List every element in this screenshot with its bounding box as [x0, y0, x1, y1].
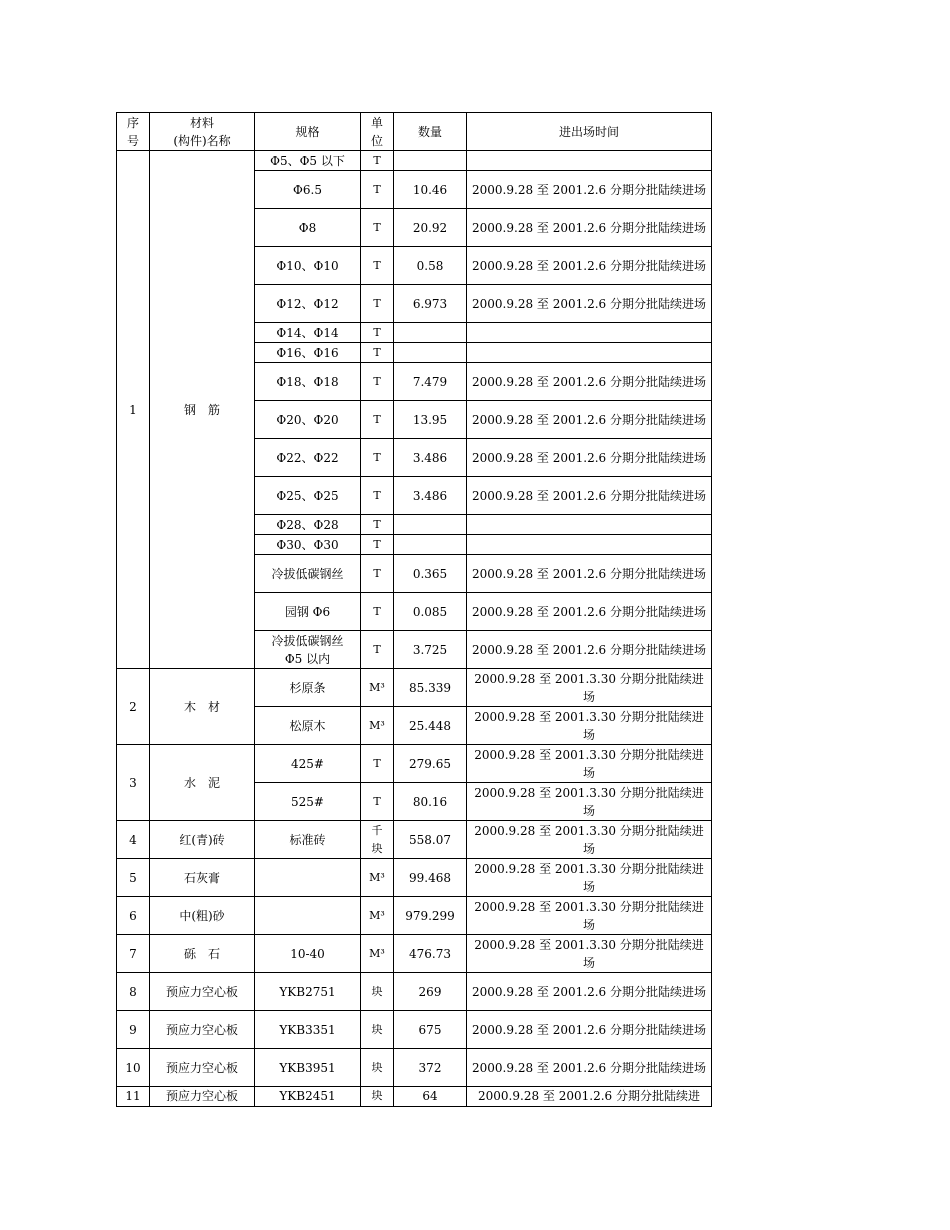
quantity-cell: 13.95 — [394, 401, 467, 439]
row-number: 8 — [117, 973, 150, 1011]
table-row — [117, 897, 712, 935]
unit-cell: T — [361, 631, 394, 669]
row-number: 9 — [117, 1011, 150, 1049]
material-name: 水 泥 — [150, 745, 255, 821]
quantity-cell: 0.365 — [394, 555, 467, 593]
table-row — [117, 1011, 712, 1049]
entry-time-cell: 2000.9.28 至 2001.3.30 分期分批陆续进场 — [467, 745, 712, 783]
entry-time-cell: 2000.9.28 至 2001.3.30 分期分批陆续进场 — [467, 821, 712, 859]
spec-cell: Φ6.5 — [255, 171, 361, 209]
unit-cell: M³ — [361, 935, 394, 973]
quantity-cell — [394, 515, 467, 535]
quantity-cell: 675 — [394, 1011, 467, 1049]
spec-cell: Φ18、Φ18 — [255, 363, 361, 401]
quantity-cell — [394, 323, 467, 343]
header-spec: 规格 — [255, 113, 361, 151]
material-name: 砾 石 — [150, 935, 255, 973]
entry-time-cell — [467, 323, 712, 343]
header-no: 序 号 — [117, 113, 150, 151]
entry-time-cell — [467, 151, 712, 171]
spec-cell: Φ16、Φ16 — [255, 343, 361, 363]
spec-cell: 冷拔低碳钢丝 — [255, 555, 361, 593]
unit-cell: T — [361, 477, 394, 515]
unit-cell: 块 — [361, 1087, 394, 1107]
unit-cell: 千 块 — [361, 821, 394, 859]
spec-cell: Φ25、Φ25 — [255, 477, 361, 515]
quantity-cell: 269 — [394, 973, 467, 1011]
quantity-cell: 20.92 — [394, 209, 467, 247]
spec-cell: Φ10、Φ10 — [255, 247, 361, 285]
spec-cell: 10-40 — [255, 935, 361, 973]
row-number: 5 — [117, 859, 150, 897]
spec-cell: Φ5、Φ5 以下 — [255, 151, 361, 171]
row-number: 1 — [117, 151, 150, 669]
row-number: 10 — [117, 1049, 150, 1087]
unit-cell: T — [361, 745, 394, 783]
entry-time-cell: 2000.9.28 至 2001.3.30 分期分批陆续进场 — [467, 707, 712, 745]
entry-time-cell: 2000.9.28 至 2001.3.30 分期分批陆续进场 — [467, 859, 712, 897]
unit-cell: M³ — [361, 859, 394, 897]
unit-cell: 块 — [361, 973, 394, 1011]
quantity-cell: 3.725 — [394, 631, 467, 669]
entry-time-cell: 2000.9.28 至 2001.2.6 分期分批陆续进场 — [467, 477, 712, 515]
table-row — [117, 821, 712, 859]
quantity-cell: 7.479 — [394, 363, 467, 401]
entry-time-cell: 2000.9.28 至 2001.3.30 分期分批陆续进场 — [467, 783, 712, 821]
material-name: 石灰膏 — [150, 859, 255, 897]
unit-cell: T — [361, 439, 394, 477]
entry-time-cell: 2000.9.28 至 2001.2.6 分期分批陆续进场 — [467, 631, 712, 669]
spec-cell: Φ8 — [255, 209, 361, 247]
spec-cell: Φ14、Φ14 — [255, 323, 361, 343]
header-time: 进出场时间 — [467, 113, 712, 151]
entry-time-cell: 2000.9.28 至 2001.2.6 分期分批陆续进 — [467, 1087, 712, 1107]
quantity-cell — [394, 535, 467, 555]
spec-cell: Φ20、Φ20 — [255, 401, 361, 439]
entry-time-cell: 2000.9.28 至 2001.2.6 分期分批陆续进场 — [467, 593, 712, 631]
quantity-cell: 0.085 — [394, 593, 467, 631]
unit-cell: M³ — [361, 707, 394, 745]
quantity-cell: 3.486 — [394, 439, 467, 477]
quantity-cell: 10.46 — [394, 171, 467, 209]
quantity-cell: 372 — [394, 1049, 467, 1087]
entry-time-cell: 2000.9.28 至 2001.3.30 分期分批陆续进场 — [467, 935, 712, 973]
entry-time-cell: 2000.9.28 至 2001.2.6 分期分批陆续进场 — [467, 1011, 712, 1049]
spec-cell: Φ30、Φ30 — [255, 535, 361, 555]
entry-time-cell: 2000.9.28 至 2001.2.6 分期分批陆续进场 — [467, 247, 712, 285]
spec-cell: YKB3951 — [255, 1049, 361, 1087]
spec-cell: Φ28、Φ28 — [255, 515, 361, 535]
entry-time-cell: 2000.9.28 至 2001.2.6 分期分批陆续进场 — [467, 363, 712, 401]
header-qty: 数量 — [394, 113, 467, 151]
unit-cell: T — [361, 783, 394, 821]
material-name: 木 材 — [150, 669, 255, 745]
material-name: 预应力空心板 — [150, 1049, 255, 1087]
entry-time-cell: 2000.9.28 至 2001.3.30 分期分批陆续进场 — [467, 669, 712, 707]
entry-time-cell — [467, 515, 712, 535]
row-number: 6 — [117, 897, 150, 935]
spec-cell: 425# — [255, 745, 361, 783]
unit-cell: T — [361, 593, 394, 631]
quantity-cell: 558.07 — [394, 821, 467, 859]
row-number: 4 — [117, 821, 150, 859]
material-name: 红(青)砖 — [150, 821, 255, 859]
spec-cell: 冷拔低碳钢丝 Φ5 以内 — [255, 631, 361, 669]
spec-cell — [255, 859, 361, 897]
table-row — [117, 1087, 712, 1107]
spec-cell: Φ22、Φ22 — [255, 439, 361, 477]
table-row — [117, 935, 712, 973]
unit-cell: M³ — [361, 669, 394, 707]
table-row — [117, 859, 712, 897]
entry-time-cell: 2000.9.28 至 2001.2.6 分期分批陆续进场 — [467, 973, 712, 1011]
unit-cell: 块 — [361, 1049, 394, 1087]
table-row — [117, 745, 712, 783]
unit-cell: T — [361, 171, 394, 209]
header-name: 材料 (构件)名称 — [150, 113, 255, 151]
entry-time-cell: 2000.9.28 至 2001.2.6 分期分批陆续进场 — [467, 171, 712, 209]
quantity-cell: 979.299 — [394, 897, 467, 935]
quantity-cell: 279.65 — [394, 745, 467, 783]
material-name: 钢 筋 — [150, 151, 255, 669]
unit-cell: T — [361, 401, 394, 439]
row-number: 3 — [117, 745, 150, 821]
unit-cell: T — [361, 151, 394, 171]
table-row — [117, 669, 712, 707]
unit-cell: 块 — [361, 1011, 394, 1049]
spec-cell: YKB2751 — [255, 973, 361, 1011]
entry-time-cell: 2000.9.28 至 2001.3.30 分期分批陆续进场 — [467, 897, 712, 935]
unit-cell: T — [361, 555, 394, 593]
quantity-cell: 64 — [394, 1087, 467, 1107]
unit-cell: T — [361, 285, 394, 323]
spec-cell — [255, 897, 361, 935]
unit-cell: M³ — [361, 897, 394, 935]
spec-cell: 松原木 — [255, 707, 361, 745]
spec-cell: 525# — [255, 783, 361, 821]
unit-cell: T — [361, 209, 394, 247]
header-row — [117, 113, 712, 151]
unit-cell: T — [361, 535, 394, 555]
spec-cell: Φ12、Φ12 — [255, 285, 361, 323]
quantity-cell: 476.73 — [394, 935, 467, 973]
table-row — [117, 151, 712, 171]
quantity-cell: 6.973 — [394, 285, 467, 323]
spec-cell: 标准砖 — [255, 821, 361, 859]
unit-cell: T — [361, 363, 394, 401]
spec-cell: YKB2451 — [255, 1087, 361, 1107]
spec-cell: 园钢 Φ6 — [255, 593, 361, 631]
entry-time-cell: 2000.9.28 至 2001.2.6 分期分批陆续进场 — [467, 401, 712, 439]
quantity-cell — [394, 343, 467, 363]
material-name: 预应力空心板 — [150, 973, 255, 1011]
quantity-cell: 85.339 — [394, 669, 467, 707]
table-row — [117, 973, 712, 1011]
entry-time-cell — [467, 343, 712, 363]
header-unit: 单 位 — [361, 113, 394, 151]
entry-time-cell: 2000.9.28 至 2001.2.6 分期分批陆续进场 — [467, 555, 712, 593]
unit-cell: T — [361, 323, 394, 343]
material-name: 中(粗)砂 — [150, 897, 255, 935]
entry-time-cell: 2000.9.28 至 2001.2.6 分期分批陆续进场 — [467, 439, 712, 477]
row-number: 11 — [117, 1087, 150, 1107]
spec-cell: 杉原条 — [255, 669, 361, 707]
quantity-cell: 3.486 — [394, 477, 467, 515]
quantity-cell: 99.468 — [394, 859, 467, 897]
spec-cell: YKB3351 — [255, 1011, 361, 1049]
materials-table-body — [117, 113, 712, 1107]
entry-time-cell: 2000.9.28 至 2001.2.6 分期分批陆续进场 — [467, 1049, 712, 1087]
entry-time-cell: 2000.9.28 至 2001.2.6 分期分批陆续进场 — [467, 285, 712, 323]
quantity-cell — [394, 151, 467, 171]
quantity-cell: 0.58 — [394, 247, 467, 285]
material-name: 预应力空心板 — [150, 1087, 255, 1107]
unit-cell: T — [361, 247, 394, 285]
unit-cell: T — [361, 343, 394, 363]
row-number: 7 — [117, 935, 150, 973]
table-row — [117, 1049, 712, 1087]
quantity-cell: 25.448 — [394, 707, 467, 745]
material-name: 预应力空心板 — [150, 1011, 255, 1049]
unit-cell: T — [361, 515, 394, 535]
materials-table — [116, 112, 712, 1107]
row-number: 2 — [117, 669, 150, 745]
entry-time-cell — [467, 535, 712, 555]
quantity-cell: 80.16 — [394, 783, 467, 821]
entry-time-cell: 2000.9.28 至 2001.2.6 分期分批陆续进场 — [467, 209, 712, 247]
